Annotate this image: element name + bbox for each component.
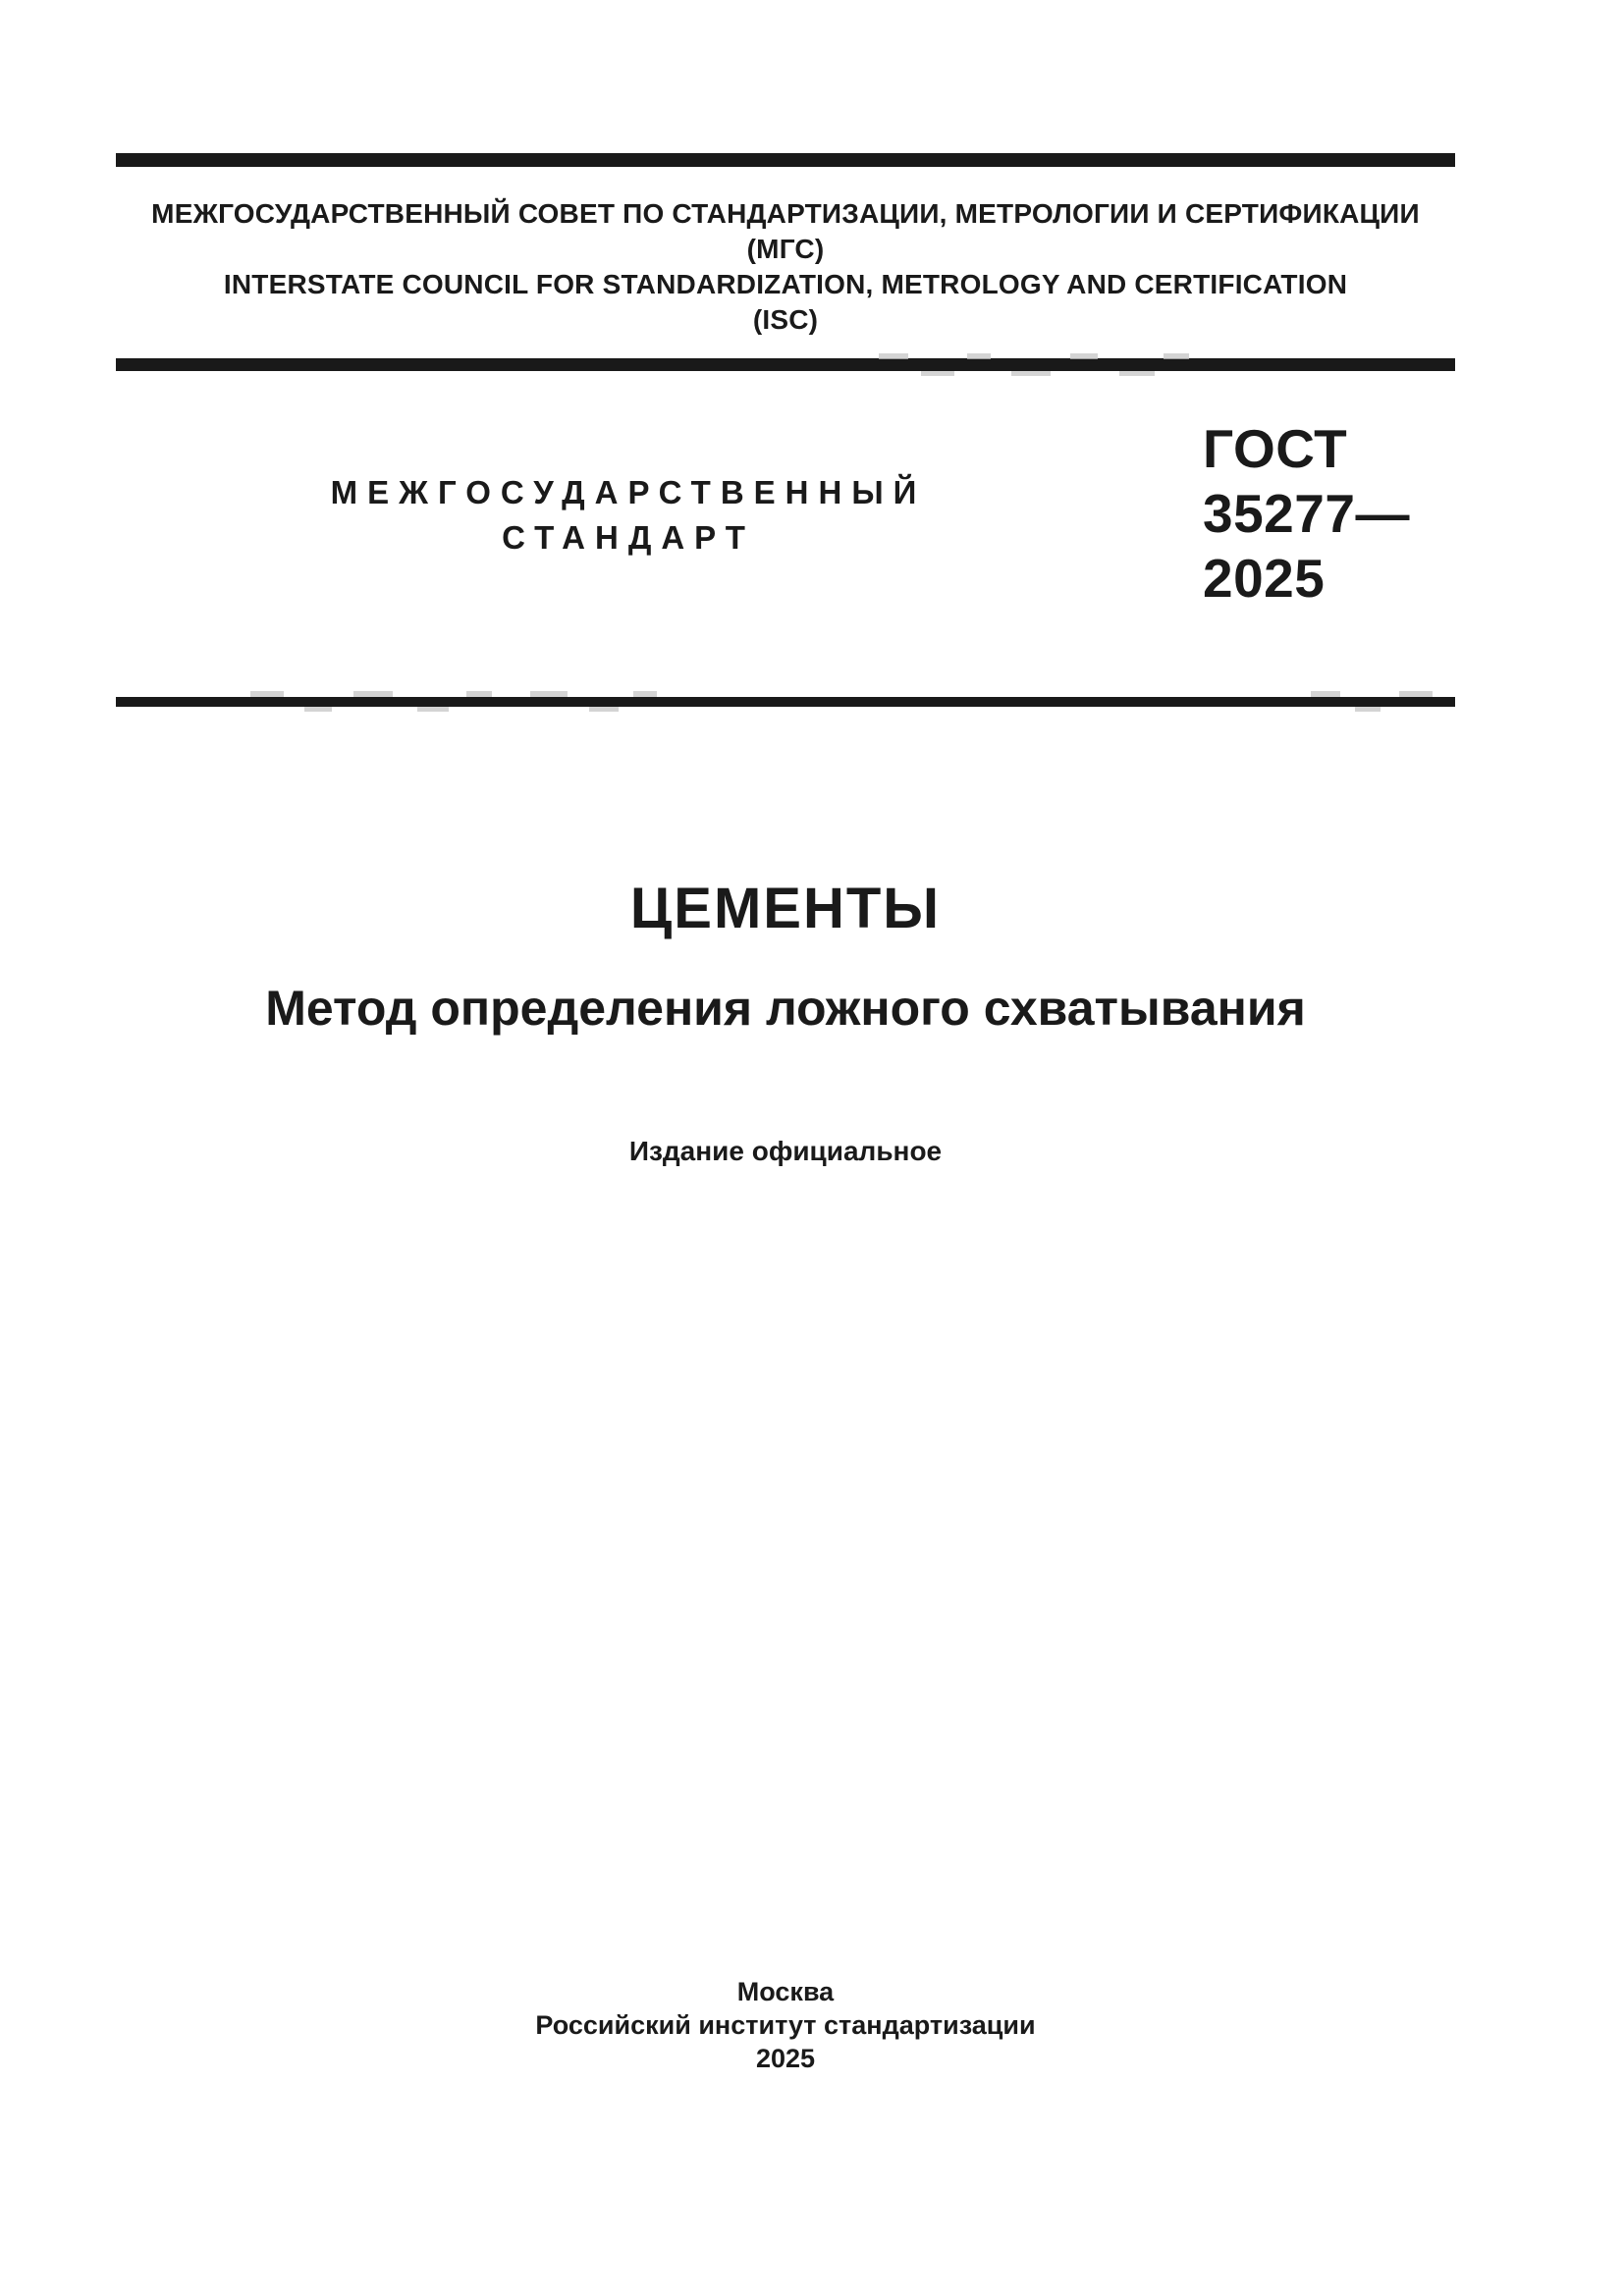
scan-artifact — [1311, 691, 1340, 697]
scan-artifact — [304, 707, 332, 712]
scan-artifact — [633, 691, 657, 697]
standard-type-line1: МЕЖГОСУДАРСТВЕННЫЙ — [330, 474, 927, 510]
standard-designation — [1203, 416, 1410, 611]
scan-artifact — [466, 691, 492, 697]
imprint-year: 2025 — [755, 2044, 816, 2073]
imprint-block — [116, 1975, 1455, 2075]
document-method-title: Метод определения ложного схватывания — [265, 981, 1306, 1036]
scan-artifact — [879, 353, 908, 359]
middle-rule — [116, 358, 1455, 371]
designation-prefix: ГОСТ — [1203, 418, 1348, 479]
lower-rule — [116, 697, 1455, 707]
scan-artifact — [589, 707, 619, 712]
edition-note: Издание официальное — [628, 1136, 943, 1166]
council-name-ru: МЕЖГОСУДАРСТВЕННЫЙ СОВЕТ ПО СТАНДАРТИЗАЦИИ, МЕТРОЛОГИИ И СЕРТИФИКАЦИИ — [151, 198, 1420, 229]
scan-artifact — [417, 707, 449, 712]
scan-artifact — [1355, 707, 1380, 712]
scan-artifact — [921, 371, 954, 376]
document-subject-title: ЦЕМЕНТЫ — [629, 877, 942, 940]
scan-artifact — [1070, 353, 1098, 359]
scan-artifact — [353, 691, 393, 697]
scan-artifact — [1011, 371, 1051, 376]
scan-artifact — [1399, 691, 1433, 697]
scan-artifact — [250, 691, 284, 697]
designation-year: 2025 — [1203, 548, 1326, 609]
scan-artifact — [1164, 353, 1189, 359]
council-abbr-ru: (МГС) — [746, 234, 825, 264]
designation-number: 35277— — [1203, 483, 1410, 544]
top-rule — [116, 153, 1455, 167]
council-abbr-en: (ISC) — [752, 304, 819, 335]
scan-artifact — [1119, 371, 1155, 376]
standard-type-label — [116, 470, 1131, 561]
council-header — [116, 196, 1455, 338]
scan-artifact — [967, 353, 991, 359]
imprint-publisher: Российский институт стандартизации — [535, 2010, 1036, 2040]
council-name-en: INTERSTATE COUNCIL FOR STANDARDIZATION, METROLOGY AND CERTIFICATION — [223, 269, 1348, 299]
standard-type-line2: СТАНДАРТ — [502, 519, 755, 556]
imprint-city: Москва — [736, 1977, 835, 2006]
scan-artifact — [530, 691, 568, 697]
